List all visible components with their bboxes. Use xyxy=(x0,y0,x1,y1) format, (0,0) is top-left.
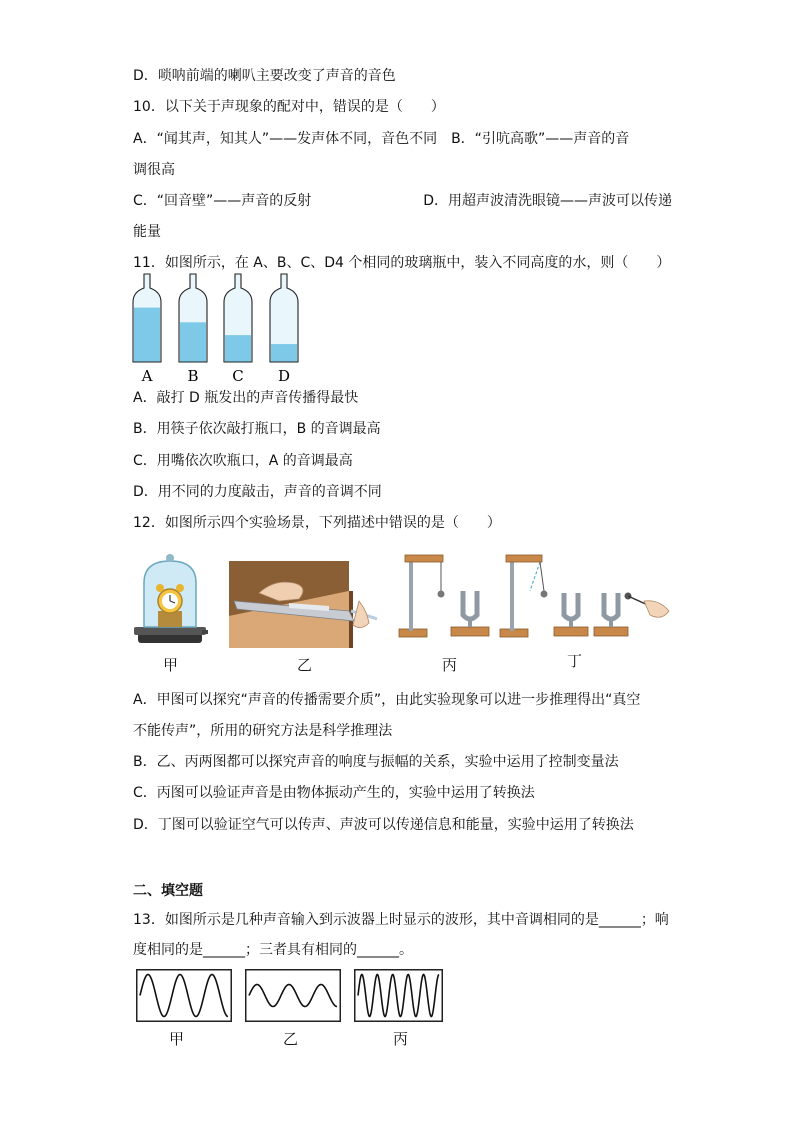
label-bing: 丙 xyxy=(442,656,458,674)
q12-option-a-cont: 不能传声”，所用的研究方法是科学推理法 xyxy=(133,723,393,739)
q11-option-c: C．用嘴依次吹瓶口，A 的音调最高 xyxy=(133,453,353,469)
question-11: 11．如图所示，在 A、B、C、D4 个相同的玻璃瓶中，装入不同高度的水，则（ ） xyxy=(133,255,671,271)
waveform-yi xyxy=(245,969,341,1022)
bottle-label: C xyxy=(232,367,244,384)
section-heading-fill-in: 二、填空题 xyxy=(133,883,203,899)
question-13: 13．如图所示是几种声音输入到示波器上时显示的波形，其中音调相同的是______；响 xyxy=(133,912,669,928)
experiment-ding-two-forks xyxy=(494,549,674,644)
q10-option-ab: A．“闻其声，知其人”——发声体不同，音色不同 B．“引吭高歌”——声音的音 xyxy=(133,131,630,147)
q11-option-a: A．敲打 D 瓶发出的声音传播得最快 xyxy=(133,390,359,406)
q12-option-c: C．丙图可以验证声音是由物体振动产生的，实验中运用了转换法 xyxy=(133,785,535,801)
q10-option-cd: C．“回音壁”——声音的反射 D．用超声波清洗眼镜——声波可以传递 xyxy=(133,193,673,209)
bottles-figure xyxy=(125,272,325,384)
bottle-d xyxy=(270,274,298,384)
q12-option-a: A．甲图可以探究“声音的传播需要介质”，由此实验现象可以进一步推理得出“真空 xyxy=(133,692,641,708)
experiment-jia-bell-jar xyxy=(130,553,210,648)
label-ding: 丁 xyxy=(567,652,583,670)
wave-label-jia: 甲 xyxy=(169,1030,185,1048)
bottle-water xyxy=(134,308,160,362)
bottle-label: D xyxy=(277,367,291,384)
q10-option-d-cont: 能量 xyxy=(133,224,161,240)
q10-option-b-cont: 调很高 xyxy=(133,162,175,178)
bottle-c xyxy=(224,274,252,384)
label-yi: 乙 xyxy=(297,656,313,674)
experiment-yi-ruler xyxy=(229,561,379,648)
wave-label-yi: 乙 xyxy=(283,1030,299,1048)
bottle-water xyxy=(225,335,251,362)
waveform-jia xyxy=(136,969,232,1022)
question-12: 12．如图所示四个实验场景，下列描述中错误的是（ ） xyxy=(133,515,501,531)
wave-label-bing: 丙 xyxy=(393,1030,409,1048)
q12-option-b: B．乙、丙两图都可以探究声音的响度与振幅的关系，实验中运用了控制变量法 xyxy=(133,754,619,770)
experiment-bing-tuning-fork xyxy=(393,551,493,644)
bottle-label: B xyxy=(187,367,199,384)
label-jia: 甲 xyxy=(163,656,179,674)
bottle-b xyxy=(179,274,207,384)
bottle-a xyxy=(133,274,161,384)
q12-option-d: D．丁图可以验证空气可以传声、声波可以传递信息和能量，实验中运用了转换法 xyxy=(133,817,634,833)
question-10: 10．以下关于声现象的配对中，错误的是（ ） xyxy=(133,99,445,115)
q11-option-b: B．用筷子依次敲打瓶口，B 的音调最高 xyxy=(133,421,381,437)
waveform-bing xyxy=(354,969,443,1022)
bottle-label: A xyxy=(141,367,153,384)
bottle-water xyxy=(180,322,206,362)
q11-option-d: D．用不同的力度敲击，声音的音调不同 xyxy=(133,484,382,500)
option-d-q9: D．唢呐前端的喇叭主要改变了声音的音色 xyxy=(133,68,396,84)
question-13-cont: 度相同的是______；三者具有相同的______。 xyxy=(133,942,413,958)
bottle-water xyxy=(271,344,297,362)
